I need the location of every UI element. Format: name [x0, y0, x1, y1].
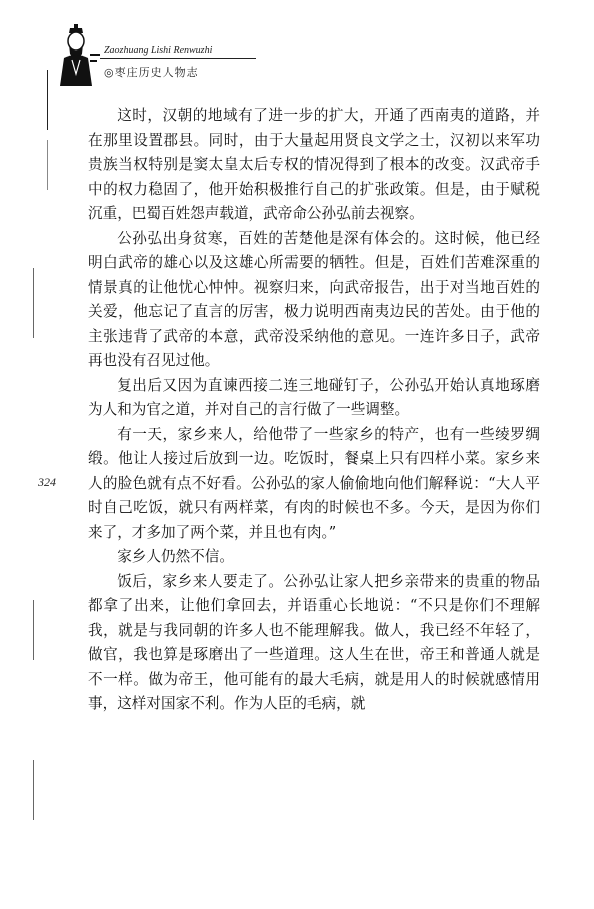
paragraph: 有一天，家乡来人，给他带了一些家乡的特产，也有一些绫罗绸缎。他让人接过后放到一边。吃饭时，餐桌上只有四样小菜。家乡来人的脸色就有点不好看。公孙弘的家人偷偷地向他们解释说：“大人平时自己吃饭，就只有两样菜，有肉的时候也不多。今天，是因为你们来了，才多加了两个菜，并且也有肉。” [88, 425, 540, 541]
paragraph: 这时，汉朝的地域有了进一步的扩大，开通了西南夷的道路，并在那里设置郡县。同时，由于大量起用贤良文学之士，汉初以来军功贵族当权特别是窦太皇太后专权的情况得到了根本的改变。汉武帝手中的权力稳固了，他开始积极推行自己的扩张政策。但是，由于赋税沉重，巴蜀百姓怨声载道，武帝命公孙弘前去视察。 [88, 107, 540, 222]
header-rule [100, 58, 256, 59]
body-text [88, 104, 540, 717]
page-number: 324 [38, 475, 56, 489]
scholar-portrait-icon [52, 24, 102, 88]
paragraph: 复出后又因为直谏西接二连三地碰钉子，公孙弘开始认真地琢磨为人和为官之道，并对自己的言行做了一些调整。 [88, 376, 540, 418]
margin-rule [33, 600, 34, 660]
margin-rule [47, 140, 48, 190]
header-title-chinese: ◎枣庄历史人物志 [104, 66, 199, 79]
margin-rule [33, 760, 34, 820]
header-title-latin: Zaozhuang Lishi Renwuzhi [104, 45, 213, 56]
margin-rule [33, 268, 34, 338]
paragraph: 公孙弘出身贫寒，百姓的苦楚他是深有体会的。这时候，他已经明白武帝的雄心以及这雄心所需要的牺牲。但是，百姓们苦难深重的情景真的让他忧心忡忡。视察归来，向武帝报告，出于对当地百姓的关爱，他忘记了直言的厉害，极力说明西南夷边民的苦处。由于他的主张违背了武帝的本意，武帝没采纳他的意见。一连许多日子，武帝再也没有召见过他。 [88, 229, 540, 369]
paragraph: 饭后，家乡来人要走了。公孙弘让家人把乡亲带来的贵重的物品都拿了出来，让他们拿回去，并语重心长地说：“不只是你们不理解我，就是与我同朝的许多人也不能理解我。做人，我已经不年轻了，做官，我也算是琢磨出了一些道理。这人生在世，帝王和普通人就是不一样。做为帝王，他可能有的最大毛病，就是用人的时候就感情用事，这样对国家不利。作为人臣的毛病，就 [88, 572, 540, 712]
margin-rule [47, 70, 48, 130]
paragraph: 家乡人仍然不信。 [117, 548, 234, 565]
